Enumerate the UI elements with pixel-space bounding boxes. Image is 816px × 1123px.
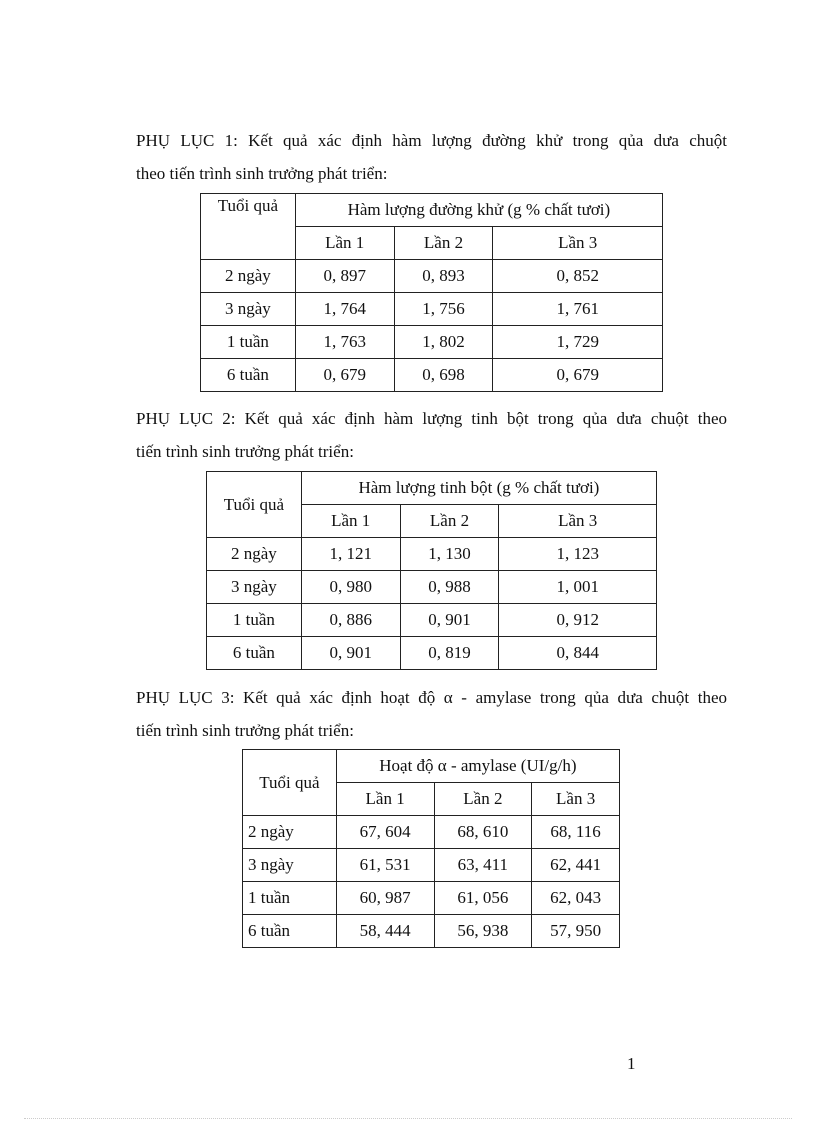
table-cell: 57, 950 [532, 915, 620, 948]
table-row [201, 359, 663, 392]
appendix1-caption-line2: theo tiến trình sinh trưởng phát triển: [136, 164, 388, 183]
table-cell: 0, 698 [394, 359, 493, 392]
column-header: Lần 1 [295, 227, 394, 260]
appendix1-caption [136, 124, 727, 190]
group-header: Hàm lượng tinh bột (g % chất tươi) [301, 472, 656, 505]
column-header: Lần 2 [434, 783, 532, 816]
row-label: 2 ngày [201, 260, 296, 293]
table-cell: 0, 679 [295, 359, 394, 392]
table-cell: 0, 901 [400, 604, 499, 637]
table-cell: 1, 729 [493, 326, 663, 359]
row-header: Tuổi quả [243, 750, 337, 816]
table-cell: 0, 980 [301, 571, 400, 604]
appendix3-caption [136, 681, 727, 747]
row-label: 3 ngày [207, 571, 302, 604]
column-header: Lần 3 [499, 505, 657, 538]
table-cell: 0, 912 [499, 604, 657, 637]
row-label: 1 tuần [207, 604, 302, 637]
group-header: Hoạt độ α - amylase (UI/g/h) [336, 750, 619, 783]
appendix3-caption-line2: tiến trình sinh trưởng phát triển: [136, 721, 354, 740]
column-header: Lần 2 [400, 505, 499, 538]
table-row [243, 915, 620, 948]
table-cell: 60, 987 [336, 882, 434, 915]
table-cell: 62, 043 [532, 882, 620, 915]
table-row [201, 326, 663, 359]
page-number: 1 [627, 1054, 636, 1073]
row-header: Tuổi quả [207, 472, 302, 538]
table-row [243, 882, 620, 915]
row-header: Tuổi quả [201, 194, 296, 260]
table-row [243, 816, 620, 849]
table-cell: 1, 763 [295, 326, 394, 359]
row-label: 2 ngày [207, 538, 302, 571]
table-cell: 0, 893 [394, 260, 493, 293]
row-label: 6 tuần [243, 915, 337, 948]
column-header: Lần 1 [336, 783, 434, 816]
table-cell: 61, 056 [434, 882, 532, 915]
row-label: 3 ngày [201, 293, 296, 326]
appendix1-caption-line1: PHỤ LỤC 1: Kết quả xác định hàm lượng đường khử trong qủa dưa chuột [136, 131, 727, 150]
table-row [207, 538, 657, 571]
table-cell: 1, 802 [394, 326, 493, 359]
column-header: Lần 3 [532, 783, 620, 816]
table-cell: 58, 444 [336, 915, 434, 948]
column-header: Lần 1 [301, 505, 400, 538]
appendix3-table [242, 749, 620, 948]
table-cell: 0, 844 [499, 637, 657, 670]
group-header: Hàm lượng đường khử (g % chất tươi) [295, 194, 662, 227]
row-label: 6 tuần [207, 637, 302, 670]
table-cell: 63, 411 [434, 849, 532, 882]
table-row [243, 849, 620, 882]
table-cell: 0, 901 [301, 637, 400, 670]
table-cell: 1, 761 [493, 293, 663, 326]
row-label: 1 tuần [243, 882, 337, 915]
table-cell: 68, 610 [434, 816, 532, 849]
appendix2-table [206, 471, 657, 670]
table-row [207, 637, 657, 670]
table-cell: 68, 116 [532, 816, 620, 849]
table-cell: 1, 001 [499, 571, 657, 604]
table-cell: 0, 852 [493, 260, 663, 293]
page-bottom-divider [24, 1118, 792, 1119]
column-header: Lần 3 [493, 227, 663, 260]
table-row [207, 604, 657, 637]
appendix2-caption-line2: tiến trình sinh trưởng phát triển: [136, 442, 354, 461]
appendix3-caption-line1: PHỤ LỤC 3: Kết quả xác định hoạt độ α - amylase trong qủa dưa chuột theo [136, 688, 727, 707]
row-label: 3 ngày [243, 849, 337, 882]
table-cell: 1, 756 [394, 293, 493, 326]
table-cell: 1, 121 [301, 538, 400, 571]
table-row [207, 571, 657, 604]
table-cell: 1, 130 [400, 538, 499, 571]
table-row [201, 260, 663, 293]
row-label: 2 ngày [243, 816, 337, 849]
column-header: Lần 2 [394, 227, 493, 260]
row-label: 1 tuần [201, 326, 296, 359]
table-cell: 62, 441 [532, 849, 620, 882]
table-cell: 0, 679 [493, 359, 663, 392]
appendix2-caption [136, 402, 727, 468]
row-label: 6 tuần [201, 359, 296, 392]
table-cell: 0, 819 [400, 637, 499, 670]
table-cell: 1, 764 [295, 293, 394, 326]
table-cell: 1, 123 [499, 538, 657, 571]
table-cell: 0, 988 [400, 571, 499, 604]
table-row [201, 293, 663, 326]
appendix1-table [200, 193, 663, 392]
table-cell: 0, 897 [295, 260, 394, 293]
table-cell: 67, 604 [336, 816, 434, 849]
table-cell: 61, 531 [336, 849, 434, 882]
table-cell: 56, 938 [434, 915, 532, 948]
table-cell: 0, 886 [301, 604, 400, 637]
appendix2-caption-line1: PHỤ LỤC 2: Kết quả xác định hàm lượng tinh bột trong qủa dưa chuột theo [136, 409, 727, 428]
